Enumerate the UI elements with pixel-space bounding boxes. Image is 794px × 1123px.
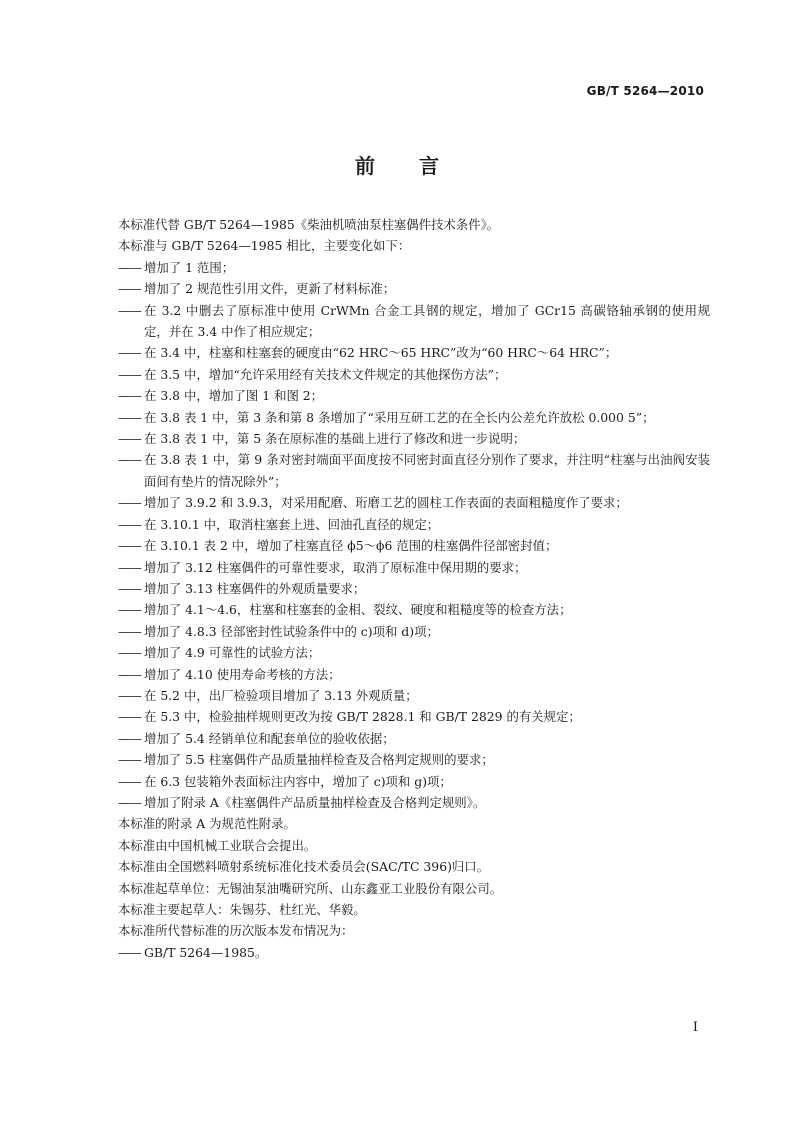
change-item-text: 增加了 3.13 柱塞偶件的外观质量要求；: [144, 580, 366, 596]
closing-paragraph: 本标准由全国燃料喷射系统标准化技术委员会(SAC/TC 396)归口。: [118, 859, 490, 875]
dash-marker: ——: [118, 516, 141, 532]
dash-marker: ——: [118, 538, 141, 554]
change-item-text: 增加了 4.9 可靠性的试验方法；: [144, 645, 321, 661]
dash-marker: ——: [118, 366, 141, 382]
change-item: [118, 257, 710, 278]
intro-paragraph: 本标准代替 GB/T 5264—1985《柴油机喷油泵柱塞偶件技术条件》。: [118, 217, 500, 232]
dash-marker: ——: [118, 944, 141, 960]
change-item-text: 在 3.5 中，增加“允许采用经有关技术文件规定的其他探伤方法”；: [144, 366, 507, 382]
page-title: 前言: [355, 154, 483, 178]
closing-paragraph: 本标准由中国机械工业联合会提出。: [118, 837, 317, 853]
dash-marker: ——: [118, 431, 141, 447]
change-item: [118, 685, 710, 706]
closing-paragraph: 本标准起草单位：无锡油泵油嘴研究所、山东鑫亚工业股份有限公司。: [118, 880, 503, 896]
dash-marker: ——: [118, 666, 141, 682]
change-item-text: 增加了附录 A《柱塞偶件产品质量抽样检查及合格判定规则》。: [144, 794, 486, 810]
change-item: [118, 749, 710, 770]
intro-paragraph: 本标准与 GB/T 5264—1985 相比，主要变化如下：: [118, 238, 411, 254]
change-item-text: 增加了 5.5 柱塞偶件产品质量抽样检查及合格判定规则的要求；: [144, 752, 494, 768]
closing-paragraph: 本标准的附录 A 为规范性附录。: [118, 816, 296, 832]
change-item: [118, 342, 710, 363]
change-item: [118, 300, 710, 343]
dash-marker: ——: [118, 752, 141, 768]
change-item: [118, 535, 710, 556]
change-item-text: 在 5.2 中，出厂检验项目增加了 3.13 外观质量；: [144, 687, 418, 703]
change-item-text: 在 3.8 表 1 中，第 9 条对密封端面平面度按不同密封面直径分别作了要求，并注明“柱塞与出油阀安装面间有垫片的情况除外”；: [144, 452, 710, 489]
change-item-text: 在 3.10.1 表 2 中，增加了柱塞直径 ϕ5～ϕ6 范围的柱塞偶件径部密封值；: [144, 538, 558, 554]
standard-code: GB/T 5264—2010: [586, 84, 704, 98]
change-item-text: 增加了 5.4 经销单位和配套单位的验收依据；: [144, 730, 395, 746]
history-item: [118, 942, 710, 963]
dash-marker: ——: [118, 302, 141, 318]
change-item-text: 增加了 4.1～4.6，柱塞和柱塞套的金相、裂纹、硬度和粗糙度等的检查方法；: [144, 602, 572, 618]
change-item: [118, 664, 710, 685]
history-item-text: GB/T 5264—1985。: [144, 944, 268, 960]
dash-marker: ——: [118, 709, 141, 725]
dash-marker: ——: [118, 580, 141, 596]
dash-marker: ——: [118, 452, 141, 468]
dash-marker: ——: [118, 495, 141, 511]
change-item-text: 增加了 1 范围；: [144, 259, 235, 275]
change-item: [118, 706, 710, 727]
change-item-text: 在 3.10.1 中，取消柱塞套上进、回油孔直径的规定；: [144, 516, 440, 532]
dash-marker: ——: [118, 773, 141, 789]
dash-marker: ——: [118, 645, 141, 661]
change-item: [118, 278, 710, 299]
change-item: [118, 642, 710, 663]
change-item: [118, 407, 710, 428]
change-item: [118, 364, 710, 385]
dash-marker: ——: [118, 388, 141, 404]
change-item: [118, 728, 710, 749]
dash-marker: ——: [118, 730, 141, 746]
change-item: [118, 771, 710, 792]
change-item-text: 增加了 3.9.2 和 3.9.3，对采用配磨、珩磨工艺的圆柱工作表面的表面粗糙度作了要求；: [144, 495, 628, 511]
change-item-text: 在 3.8 表 1 中，第 5 条在原标准的基础上进行了修改和进一步说明；: [144, 431, 526, 447]
foreword-content: [118, 214, 710, 963]
change-item-text: 增加了 3.12 柱塞偶件的可靠性要求，取消了原标准中保用期的要求；: [144, 559, 527, 575]
change-item: [118, 621, 710, 642]
change-item-text: 在 3.8 表 1 中，第 3 条和第 8 条增加了“采用互研工艺的在全长内公差允许放松 0.000 5”；: [144, 409, 655, 425]
change-item: [118, 514, 710, 535]
dash-marker: ——: [118, 794, 141, 810]
change-item-text: 在 3.2 中删去了原标准中使用 CrWMn 合金工具钢的规定，增加了 GCr15 高碳铬轴承钢的使用规定，并在 3.4 中作了相应规定；: [144, 302, 710, 340]
dash-marker: ——: [118, 687, 141, 703]
change-item-text: 在 6.3 包装箱外表面标注内容中，增加了 c)项和 g)项；: [144, 773, 452, 789]
dash-marker: ——: [118, 559, 141, 575]
change-item: [118, 557, 710, 578]
dash-marker: ——: [118, 409, 141, 425]
change-item-text: 在 3.8 中，增加了图 1 和图 2；: [144, 388, 324, 404]
page-number: I: [692, 1020, 698, 1035]
change-item-text: 在 3.4 中，柱塞和柱塞套的硬度由“62 HRC～65 HRC”改为“60 HRC～64 HRC”；: [144, 345, 618, 361]
closing-paragraph: 本标准主要起草人：朱锡芬、杜红光、华毅。: [118, 902, 366, 917]
change-item: [118, 578, 710, 599]
closing-paragraph: 本标准所代替标准的历次版本发布情况为：: [118, 923, 354, 939]
change-item-text: 增加了 2 规范性引用文件，更新了材料标准；: [144, 281, 396, 297]
dash-marker: ——: [118, 281, 141, 297]
dash-marker: ——: [118, 623, 141, 639]
change-item-text: 增加了 4.8.3 径部密封性试验条件中的 c)项和 d)项；: [144, 623, 439, 639]
change-item-text: 增加了 4.10 使用寿命考核的方法；: [144, 666, 341, 682]
change-item: [118, 449, 710, 492]
change-item: [118, 492, 710, 513]
change-item: [118, 792, 710, 813]
dash-marker: ——: [118, 602, 141, 618]
dash-marker: ——: [118, 259, 141, 275]
change-item: [118, 599, 710, 620]
change-item: [118, 428, 710, 449]
change-item-text: 在 5.3 中，检验抽样规则更改为按 GB/T 2828.1 和 GB/T 2829 的有关规定；: [144, 709, 581, 725]
dash-marker: ——: [118, 345, 141, 361]
change-item: [118, 385, 710, 406]
